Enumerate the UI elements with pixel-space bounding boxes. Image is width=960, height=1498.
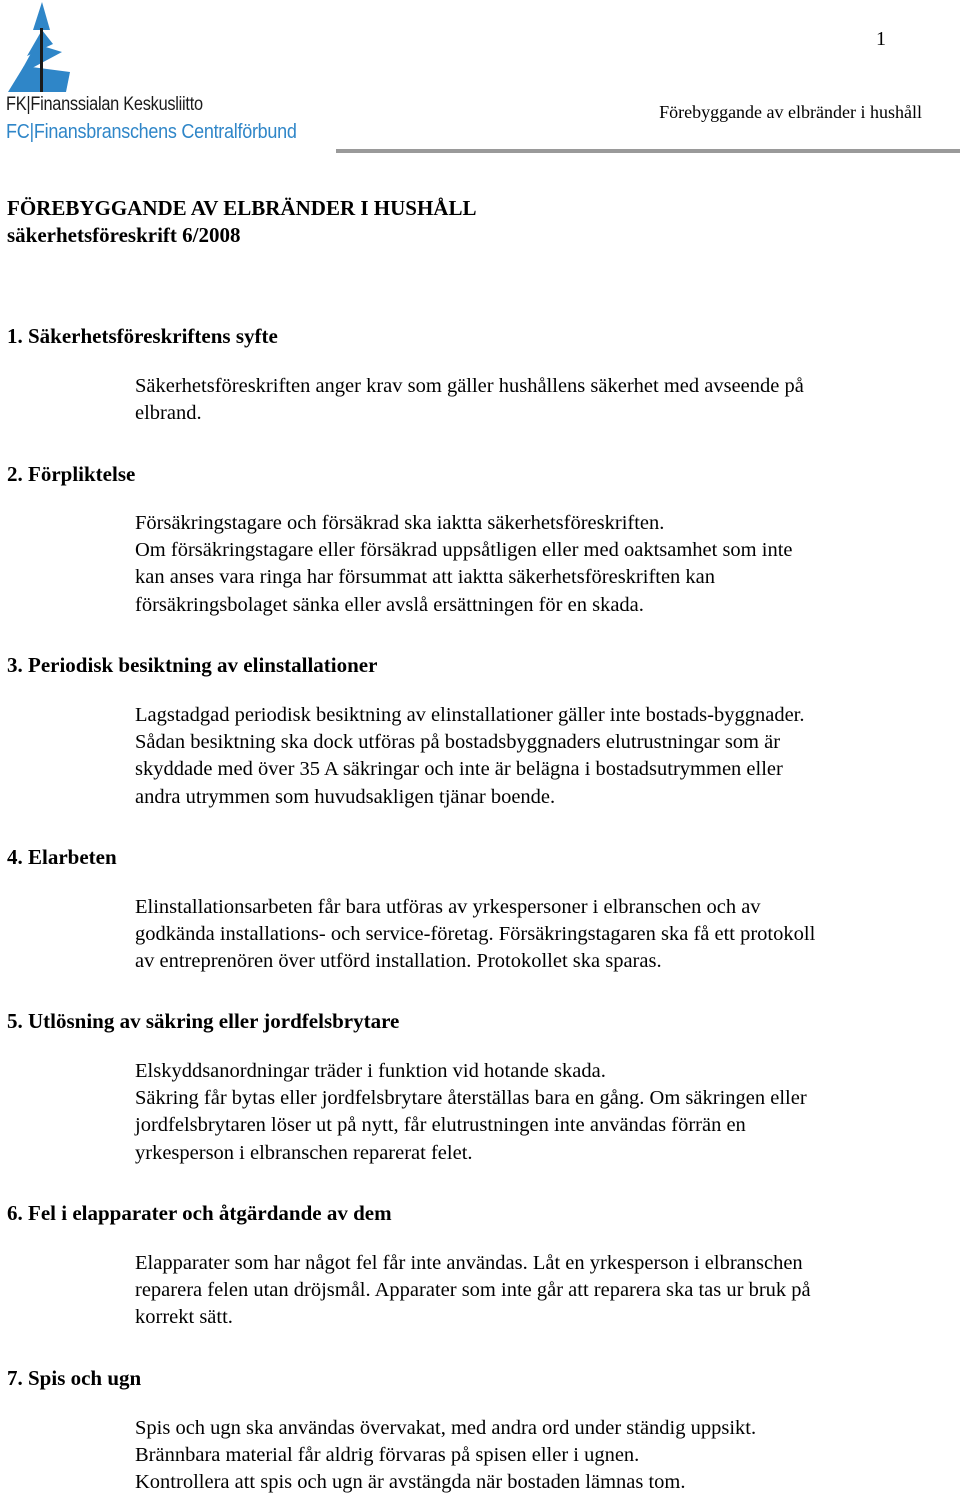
section-body-4 xyxy=(135,894,935,976)
body-line: Lagstadgad periodisk besiktning av elinstallationer gäller inte bostads-byggnader. xyxy=(135,704,805,726)
body-line: Elskyddsanordningar träder i funktion vid hotande skada. xyxy=(135,1060,606,1082)
body-line: yrkesperson i elbranschen reparerat felet. xyxy=(135,1141,473,1164)
section-body-3 xyxy=(135,702,935,811)
running-header: Förebyggande av elbränder i hushåll xyxy=(659,102,922,122)
body-line: Elapparater som har något fel får inte användas. Låt en yrkesperson i elbranschen xyxy=(135,1252,803,1274)
section-body-5 xyxy=(135,1058,935,1167)
fk-logo xyxy=(6,0,336,150)
logo-text-swedish: FC|Finansbranschens Centralförbund xyxy=(6,121,297,143)
section-heading-1: 1. Säkerhetsföreskriftens syfte xyxy=(7,324,278,348)
body-line: elbrand. xyxy=(135,402,202,425)
body-line: försäkringsbolaget sänka eller avslå ersättningen för en skada. xyxy=(135,593,644,616)
page-number: 1 xyxy=(876,28,886,50)
section-heading-4: 4. Elarbeten xyxy=(7,845,117,869)
section-body-6 xyxy=(135,1250,935,1332)
section-heading-2: 2. Förpliktelse xyxy=(7,462,136,486)
section-body-7 xyxy=(135,1415,935,1497)
section-body-2 xyxy=(135,510,935,619)
section-heading-3: 3. Periodisk besiktning av elinstallationer xyxy=(7,653,378,677)
body-line: reparera felen utan dröjsmål. Apparater som inte går att reparera ska tas ur bruk på xyxy=(135,1279,811,1302)
section-heading-7: 7. Spis och ugn xyxy=(7,1366,142,1390)
section-heading-5: 5. Utlösning av säkring eller jordfelsbrytare xyxy=(7,1009,400,1033)
body-line: Säkerhetsföreskriften anger krav som gäller hushållens säkerhet med avseende på xyxy=(135,375,804,397)
section-heading-6: 6. Fel i elapparater och åtgärdande av dem xyxy=(7,1201,392,1225)
body-line: Säkring får bytas eller jordfelsbrytare återställas bara en gång. Om säkringen eller xyxy=(135,1087,807,1110)
body-line: Elinstallationsarbeten får bara utföras av yrkespersoner i elbranschen och av xyxy=(135,896,761,918)
body-line: jordfelsbrytaren löser ut på nytt, får elutrustningen inte användas förrän en xyxy=(135,1114,746,1137)
body-line: Försäkringstagare och försäkrad ska iaktta säkerhetsföreskriften. xyxy=(135,512,665,534)
logo-text-finnish: FK|Finanssialan Keskusliitto xyxy=(6,94,203,115)
body-line: Brännbara material får aldrig förvaras på spisen eller i ugnen. xyxy=(135,1444,640,1467)
title-line-1: FÖREBYGGANDE AV ELBRÄNDER I HUSHÅLL xyxy=(7,196,477,220)
body-line: Om försäkringstagare eller försäkrad uppsåtligen eller med oaktsamhet som inte xyxy=(135,539,793,562)
body-line: kan anses vara ringa har försummat att iaktta säkerhetsföreskriften kan xyxy=(135,566,716,589)
body-line: Sådan besiktning ska dock utföras på bostadsbyggnaders elutrustningar som är xyxy=(135,731,781,754)
section-body-1 xyxy=(135,373,935,427)
header-divider xyxy=(336,149,960,153)
body-line: Kontrollera att spis och ugn är avstängda när bostaden lämnas tom. xyxy=(135,1471,686,1494)
body-line: andra utrymmen som huvudsakligen tjänar boende. xyxy=(135,785,556,808)
body-line: korrekt sätt. xyxy=(135,1306,233,1329)
document-title xyxy=(7,195,477,249)
body-line: skyddade med över 35 A säkringar och inte är belägna i bostadsutrymmen eller xyxy=(135,758,783,781)
title-line-2: säkerhetsföreskrift 6/2008 xyxy=(7,223,241,247)
tree-mark-icon xyxy=(6,0,126,96)
body-line: godkända installations- och service-företag. Försäkringstagaren ska få ett protokoll xyxy=(135,923,816,946)
body-line: Spis och ugn ska användas övervakat, med andra ord under ständig uppsikt. xyxy=(135,1417,757,1439)
body-line: av entreprenören över utförd installation. Protokollet ska sparas. xyxy=(135,950,662,973)
